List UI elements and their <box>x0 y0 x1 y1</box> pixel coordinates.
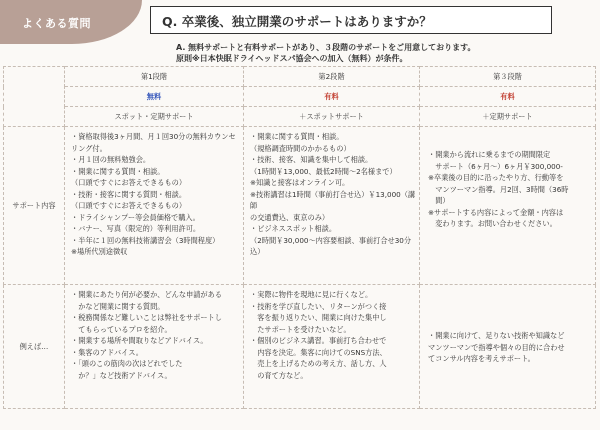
list-item: ・「頭のこの筋肉の次はどれでした か？」など技術アドバイス。 <box>71 359 183 380</box>
row-label: 例えば… <box>4 285 65 409</box>
stage-kind: ＋スポットサポート <box>244 107 420 127</box>
list-item: ・開業に向けて、足りない技術や知識など マンツーマンで指導や個々の目的に合わせ てコンサル内容を考えサポート。 <box>428 331 565 364</box>
question-text: Q. 卒業後、独立開業のサポートはありますか？ <box>162 14 432 29</box>
example-row <box>4 285 596 409</box>
content-list <box>244 127 419 260</box>
stage-1-example <box>65 285 244 409</box>
list-item: ・ドライシャンプー等会員価格で購入。 <box>71 212 200 222</box>
stage-kind: ＋定期サポート <box>420 107 596 127</box>
list-item: ・集客のアドバイス。 <box>71 347 143 357</box>
list-item: ・月１回の無料勉強会。 <box>71 155 151 164</box>
answer-line-2: 原則※日本快眠ドライヘッドスパ協会への加入（無料）が条件。 <box>176 54 408 63</box>
list-item: ・開業から流れに乗るまでの期間限定 サポート（6ヶ月～）6ヶ月￥300,000- <box>428 150 563 171</box>
list-item: ・バナー、写真（限定的）等利用許可。 <box>71 224 201 233</box>
stage-kind: スポット・定期サポート <box>65 107 244 127</box>
content-list <box>65 127 243 260</box>
list-item: ・資格取得後3ヶ月間、月１回30分の無料カウンセ リング付。 <box>71 132 236 153</box>
list-item: ・開業に関する質問・相談。 <box>71 166 165 176</box>
stage-2-content <box>244 127 420 285</box>
list-item: ・実際に物件を現地に見に行くなど。 <box>250 290 373 299</box>
example-list <box>420 326 595 367</box>
stage-price: 無料 <box>65 87 244 107</box>
stage-3-example <box>420 285 596 409</box>
list-item: ※サポートする内容によって金額・内容は 変わります。お問い合わせください。 <box>428 207 564 228</box>
list-item: ・開業にあたり何が必要か、どんな申請がある かなど開業に関する質問。 <box>71 290 222 311</box>
list-item: ・個別のビジネス講習。事前打ち合わせで 内容を決定。集客に向けてのSNS方法、 売上を上げるための考え方、話し方、人 の育て方など。 <box>250 336 387 380</box>
stage-name-row <box>4 67 596 87</box>
row-label: サポート内容 <box>4 127 65 285</box>
stage-kind-row <box>4 107 596 127</box>
stage-name: 第1段階 <box>65 67 244 87</box>
list-item: （2時間￥30,000～内容要相談、事前打合せ30分込） <box>250 235 412 256</box>
question-box <box>150 6 552 34</box>
list-item: ・開業に関する質問・相談。 <box>250 132 344 141</box>
list-item: （1時間￥13,000、最低2時間～2名様まで） <box>250 166 397 176</box>
section-tab <box>0 0 142 44</box>
list-item: （口頭ですぐにお答えできるもの） <box>71 178 187 187</box>
list-item: ・技術を学び直したい、リターンがつく接 客を振り返りたい、開業に向けた集中し たサポートを受けたいなど。 <box>250 301 387 334</box>
list-item: ※技術講習は1時間（事前打合せ込）￥13,000（講師 の交通費込、東京のみ） <box>250 189 416 222</box>
stage-2-example <box>244 285 420 409</box>
list-item: ※場所代別途徴収 <box>71 247 128 256</box>
answer-line-1: A. 無料サポートと有料サポートがあり、３段階のサポートをご用意しております。 <box>176 43 476 52</box>
list-item: ・技術、接客、知識を集中して相談。 <box>250 155 373 164</box>
stage-name: 第2段階 <box>244 67 420 87</box>
support-table <box>3 66 596 409</box>
list-item: （口頭ですぐにお答えできるもの） <box>71 201 187 210</box>
list-item: ・半年に１回の無料技術講習会（3時間程度） <box>71 235 220 245</box>
list-item: ※卒業後の目的に沿ったやり方、行動等を マンツーマン指導。月2回、3時間（36時 間） <box>428 173 569 205</box>
list-item: ・開業する場所や間取りなどアドバイス。 <box>71 336 208 345</box>
stage-price: 有料 <box>420 87 596 107</box>
support-content-row <box>4 127 596 285</box>
corner-cell <box>4 67 65 127</box>
content-list <box>420 145 595 232</box>
list-item: ・技術・接客に関する質問・相談。 <box>71 189 187 199</box>
example-list <box>65 285 243 383</box>
stage-1-content <box>65 127 244 285</box>
list-item: （規格調査時間のかかるもの） <box>250 143 351 153</box>
list-item: ・ビジネススポット相談。 <box>250 224 337 233</box>
stage-name: 第３段階 <box>420 67 596 87</box>
example-list <box>244 285 419 383</box>
stage-3-content <box>420 127 596 285</box>
stage-price: 有料 <box>244 87 420 107</box>
list-item: ・税務関係など難しいことは弊社をサポートし てもらっているプロを紹介。 <box>71 313 222 334</box>
section-label: よくある質問 <box>22 17 91 30</box>
list-item: ※知識と接客はオンライン可。 <box>250 178 350 187</box>
stage-price-row <box>4 87 596 107</box>
